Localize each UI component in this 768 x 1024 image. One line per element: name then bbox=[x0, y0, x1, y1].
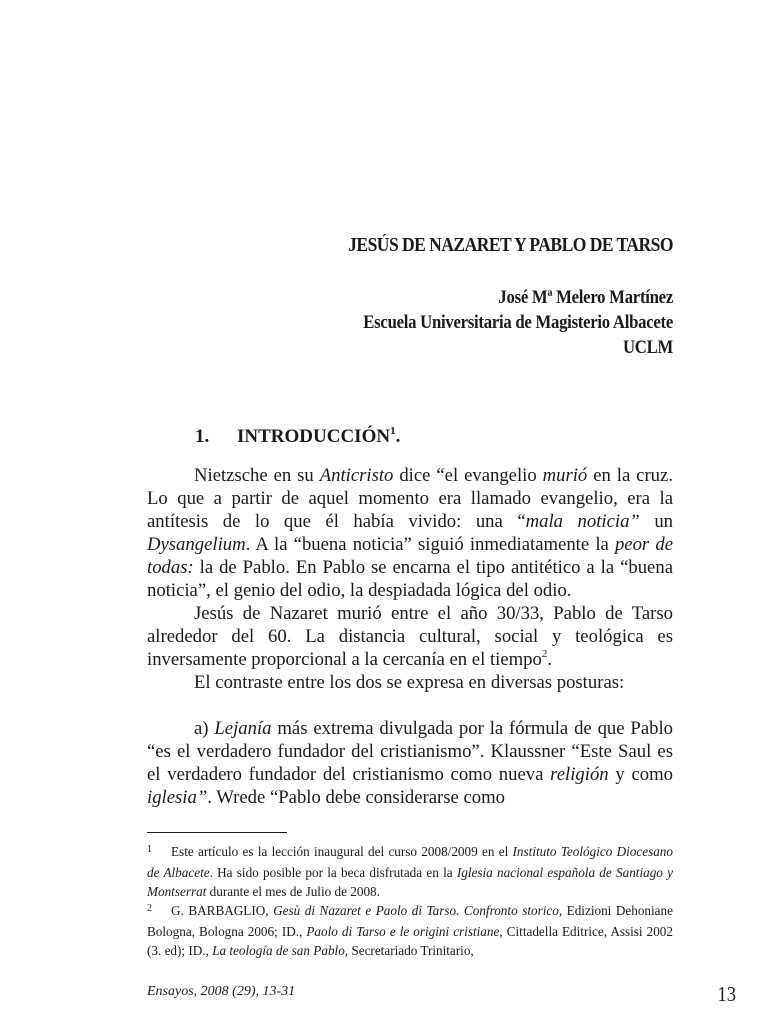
footnote-ref-2[interactable]: 2 bbox=[541, 647, 548, 660]
article-header bbox=[147, 233, 673, 360]
italic-run: Anticristo bbox=[319, 465, 394, 486]
footnote-ref-1[interactable]: 1 bbox=[390, 424, 396, 437]
italic-run: religión bbox=[550, 764, 609, 785]
page-number: 13 bbox=[717, 982, 736, 1006]
footnote-mark: 2 bbox=[147, 903, 152, 914]
italic-run: Gesù di Nazaret e Paolo di Tarso. Confronto storico, bbox=[273, 903, 563, 918]
italic-run: iglesia” bbox=[147, 787, 208, 808]
italic-run: Iglesia nacional española de Santiago y Montserrat bbox=[147, 865, 674, 899]
italic-run: mala noticia” bbox=[525, 511, 640, 532]
paragraph-2 bbox=[147, 602, 673, 671]
text-run: . bbox=[547, 649, 553, 670]
paragraph-3: El contraste entre los dos se expresa en diversas posturas: bbox=[194, 672, 625, 693]
section-number: 1. bbox=[195, 426, 210, 447]
italic-run: Paolo di Tarso e le origini cristiane, bbox=[306, 924, 503, 939]
text-run: Cittadella Editrice, Assisi 2002 (3. ed); ID., bbox=[147, 924, 673, 958]
text-run: . Wrede “Pablo debe considerarse como bbox=[207, 787, 506, 808]
text-run: Este artículo es la lección inaugural del curso 2008/2009 en el bbox=[171, 844, 513, 859]
italic-run: peor de todas: bbox=[147, 534, 673, 578]
journal-citation: Ensayos, 2008 (29), 13-31 bbox=[147, 984, 296, 999]
text-run: . Ha sido posible por la beca disfrutada en la bbox=[209, 865, 457, 880]
text-run: Secretariado Trinitario, bbox=[348, 943, 474, 958]
italic-run: Instituto Teológico Diocesano de Albacete bbox=[147, 844, 673, 880]
text-run: . A la “buena noticia” siguió inmediatamente la bbox=[245, 534, 615, 555]
body-text bbox=[147, 464, 673, 809]
text-run: dice “el evangelio bbox=[393, 465, 543, 486]
italic-run: Dysangelium bbox=[147, 534, 246, 555]
author-block bbox=[147, 285, 673, 360]
text-run: durante el mes de Julio de 2008. bbox=[206, 884, 380, 899]
text-run: la de Pablo. En Pablo se encarna el tipo antitético a la “buena noticia”, el genio del odio, la despiadada lógica del odio. bbox=[147, 557, 673, 601]
footnote-2 bbox=[147, 901, 673, 960]
text-run: en la cruz. Lo que a partir de aquel momento era llamado evangelio, era la antítesis de lo que él había vivido: una “ bbox=[147, 465, 673, 532]
article-title: JESÚS DE NAZARET Y PABLO DE TARSO bbox=[348, 235, 673, 256]
section-title: INTRODUCCIÓN bbox=[237, 426, 391, 447]
footnote-mark: 1 bbox=[147, 844, 152, 855]
italic-run: La teología de san Pablo, bbox=[212, 943, 349, 958]
text-run: un bbox=[639, 511, 674, 532]
text-run: y como bbox=[608, 764, 673, 785]
text-run: Edizioni Dehoniane Bologna, Bologna 2006; ID., bbox=[147, 903, 673, 939]
section-heading bbox=[195, 424, 400, 450]
paragraph-1 bbox=[147, 464, 673, 602]
text-run: G. BARBAGLIO, bbox=[171, 903, 274, 918]
section-title-end: . bbox=[395, 426, 401, 447]
text-run: Jesús de Nazaret murió entre el año 30/33, Pablo de Tarso alrededor del 60. La distancia cultural, social y teológica es inversamente proporcional a la cercanía en el tiempo bbox=[147, 603, 673, 670]
author-institution: Escuela Universitaria de Magisterio Albacete bbox=[363, 312, 673, 333]
italic-run: murió bbox=[542, 465, 588, 486]
author-university: UCLM bbox=[622, 337, 673, 358]
footnote-divider bbox=[147, 832, 287, 833]
italic-run: Lejanía bbox=[214, 718, 272, 739]
paragraph-4 bbox=[147, 717, 673, 809]
footnotes bbox=[147, 842, 673, 960]
author-name: José Mª Melero Martínez bbox=[498, 287, 673, 308]
text-run: Nietzsche en su bbox=[194, 465, 320, 486]
footnote-1 bbox=[147, 842, 673, 901]
text-run: más extrema divulgada por la fórmula de que Pablo “es el verdadero fundador del cristianismo”. Klaussner “Este Saul es el verdadero fundador del cristianismo como nueva bbox=[147, 718, 673, 785]
text-run: a) bbox=[194, 718, 215, 739]
